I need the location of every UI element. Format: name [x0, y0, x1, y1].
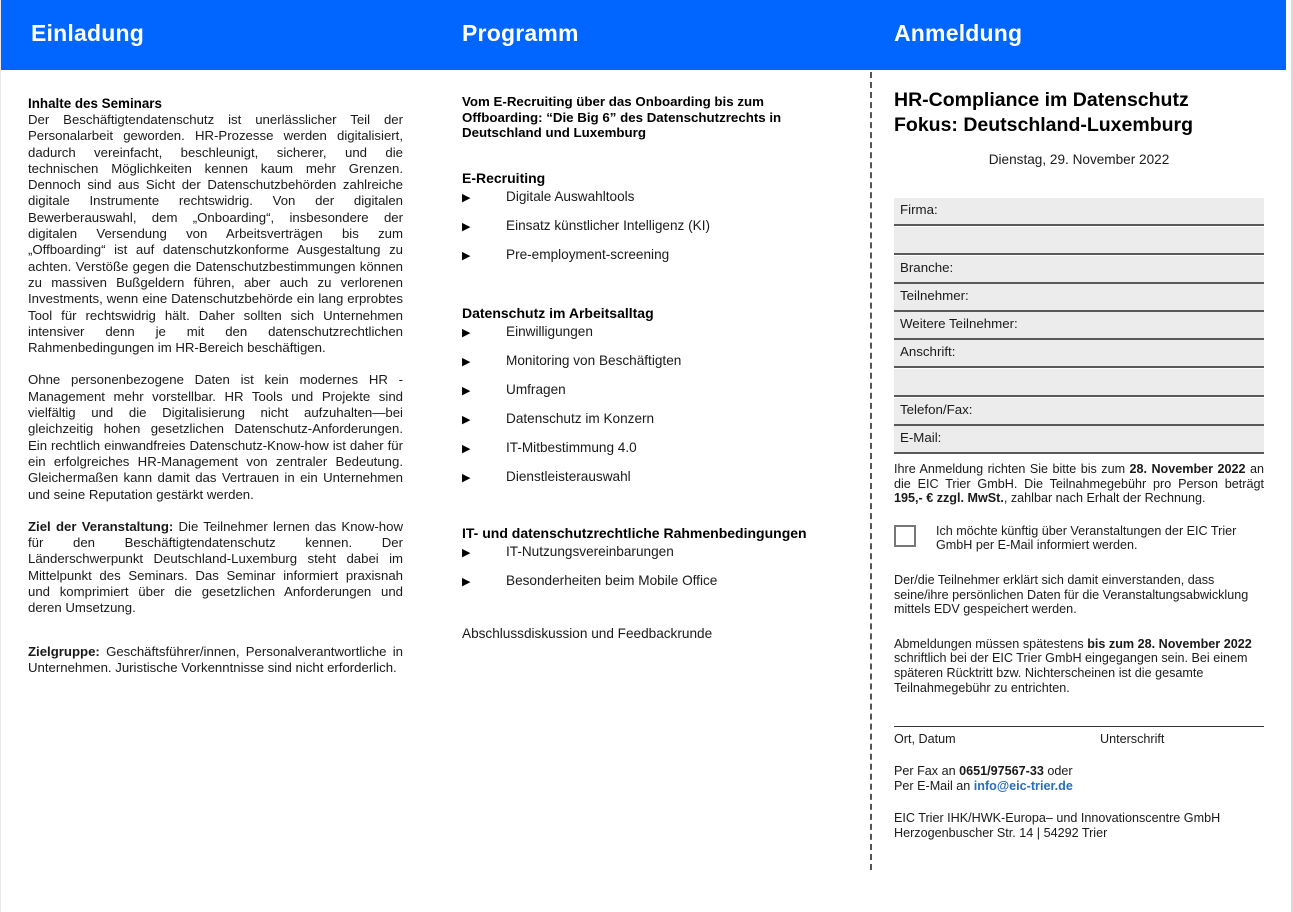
tab-anmeldung[interactable]: Anmeldung: [894, 20, 1023, 46]
list-item-label: Einsatz künstlicher Intelligenz (KI): [506, 217, 710, 233]
triangle-bullet-icon: ▶: [462, 191, 471, 204]
triangle-bullet-icon: ▶: [462, 575, 471, 588]
list-item: [462, 247, 844, 276]
newsletter-consent-row[interactable]: [894, 524, 1264, 553]
list-item: [462, 382, 844, 411]
header-band: [1, 0, 1286, 70]
list-item-label: Monitoring von Beschäftigten: [506, 352, 682, 368]
fax-prefix: Per Fax an: [894, 764, 960, 779]
invitation-audience-label: Zielgruppe:: [28, 643, 100, 659]
list-item-label: Einwilligungen: [506, 323, 593, 339]
field-firma-line2[interactable]: [894, 227, 1264, 255]
invitation-audience-text: Geschäftsführer/innen, Personalverantwortliche in Unternehmen. Juristische Vorkenntnisse sind nicht erforderlich.: [28, 643, 403, 675]
program-section-heading: E-Recruiting: [462, 169, 546, 186]
newsletter-consent-label: Ich möchte künftig über Veranstaltungen der EIC Trier GmbH per E-Mail informiert werden.: [936, 523, 1237, 553]
fee-notice-part1: Ihre Anmeldung richten Sie bitte bis zum: [894, 462, 1130, 476]
fee-notice-part2: an die EIC Trier GmbH. Die Teilnahmegebühr pro Person beträgt: [894, 462, 1264, 491]
invitation-goal-label: Ziel der Veranstaltung:: [28, 518, 174, 534]
spacer: [28, 503, 403, 519]
field-email[interactable]: E-Mail:: [894, 426, 1264, 454]
invitation-section-heading: Inhalte des Seminars: [28, 96, 162, 111]
invitation-paragraph-2: Ohne personenbezogene Daten ist kein modernes HR - Management mehr vorstellbar. HR Tools und Projekte sind vielfältig und die Digitalisierung nicht aufzuhalten—bei gleichzeitig hohen gesetzlichen Datenschutz-Anforderungen. Ein rechtlich einwandfreies Datenschutz-Know-how ist daher für ein erfolgreiches HR-Management von zentraler Bedeutung. Gleichermaßen kann damit das Vertrauen in ein Unternehmen und seine Reputation gestärkt werden.: [28, 372, 403, 502]
tab-programm[interactable]: Programm: [462, 20, 579, 46]
field-branche[interactable]: Branche:: [894, 256, 1264, 284]
triangle-bullet-icon: ▶: [462, 220, 471, 233]
column-registration: [894, 70, 1264, 841]
list-item-label: IT-Nutzungsvereinbarungen: [506, 543, 674, 559]
address-block: [894, 811, 1264, 841]
program-item-list: [462, 324, 844, 498]
invitation-paragraph-1: Der Beschäftigtendatenschutz ist unerlässlicher Teil der Personalarbeit geworden. HR-Prozesse werden digitalisiert, dadurch vereinfacht, beschleunigt, sicherer, und die technischen Möglichkeiten kennen kaum mehr Grenzen. Dennoch sind aus Sicht der Datenschutzbehörden zahlreiche digitale Instrumente rechtswidrig. Von der digitalen Bewerberauswahl, dem „Onboarding“, insbesondere der digitalen Versendung von Arbeitsverträgen bis zum „Offboarding“ ist auf datenschutzkonforme Ausgestaltung zu achten. Verstöße gegen die Datenschutzbestimmungen können zu massiven Bußgeldern führen, aber auch zu verlorenen Investments, wenn eine Datenschutzbehörde ein lang erprobtes Tool für rechtswidrig hält. Daher sollten sich Unternehmen intensiver denn je mit den datenschutzrechtlichen Rahmenbedingungen im HR-Bereich beschäftigen.: [28, 112, 403, 356]
registration-title: [894, 88, 1264, 138]
triangle-bullet-icon: ▶: [462, 442, 471, 455]
fax-number: 0651/97567-33: [959, 764, 1044, 779]
field-firma[interactable]: Firma:: [894, 198, 1264, 226]
program-section-heading: Datenschutz im Arbeitsalltag: [462, 304, 654, 321]
program-section: [462, 305, 844, 498]
list-item: [462, 440, 844, 469]
registration-title-line1: HR-Compliance im Datenschutz: [894, 89, 1189, 111]
invitation-goal-paragraph: [28, 519, 403, 617]
program-item-list: [462, 189, 844, 276]
fee-notice-part3: , zahlbar nach Erhalt der Rechnung.: [1003, 491, 1206, 506]
fax-suffix: oder: [1043, 764, 1073, 779]
newsletter-checkbox[interactable]: [894, 525, 916, 547]
spacer: [28, 356, 403, 372]
column-divider: [870, 72, 872, 870]
fee-notice-deadline: 28. November 2022: [1129, 462, 1246, 476]
column-invitation: [28, 70, 403, 676]
triangle-bullet-icon: ▶: [462, 384, 471, 397]
program-section: [462, 525, 844, 602]
triangle-bullet-icon: ▶: [462, 249, 471, 262]
email-line: [894, 779, 1264, 794]
list-item-label: Datenschutz im Konzern: [506, 410, 655, 426]
cancellation-notice: [894, 637, 1264, 695]
field-weitere-teilnehmer[interactable]: Weitere Teilnehmer:: [894, 312, 1264, 340]
list-item-label: Digitale Auswahltools: [506, 188, 635, 204]
triangle-bullet-icon: ▶: [462, 546, 471, 559]
fax-line: [894, 764, 1264, 779]
list-item: [462, 353, 844, 382]
cancellation-deadline: bis zum 28. November 2022: [1087, 636, 1252, 651]
list-item: [462, 544, 844, 573]
cancellation-part2: schriftlich bei der EIC Trier GmbH eingegangen sein. Bei einem späteren Rücktritt bzw. Nichterscheinen ist die gesamte Teilnahmegebühr zu entrichten.: [894, 651, 1248, 695]
program-item-list: [462, 544, 844, 602]
program-section-heading: IT- und datenschutzrechtliche Rahmenbedingungen: [462, 524, 807, 541]
triangle-bullet-icon: ▶: [462, 326, 471, 339]
list-item: [462, 189, 844, 218]
triangle-bullet-icon: ▶: [462, 355, 471, 368]
tab-einladung[interactable]: Einladung: [31, 20, 144, 46]
email-prefix: Per E-Mail an: [894, 779, 974, 794]
spacer: [28, 617, 403, 644]
field-anschrift-line2[interactable]: [894, 369, 1264, 397]
invitation-audience-paragraph: [28, 644, 403, 677]
list-item: [462, 469, 844, 498]
signature-label: Unterschrift: [1100, 732, 1165, 747]
triangle-bullet-icon: ▶: [462, 413, 471, 426]
registration-fee-notice: [894, 462, 1264, 506]
list-item: [462, 411, 844, 440]
list-item: [462, 218, 844, 247]
cancellation-part1: Abmeldungen müssen spätestens: [894, 636, 1088, 651]
registration-title-line2: Fokus: Deutschland-Luxemburg: [894, 114, 1194, 136]
list-item-label: Besonderheiten beim Mobile Office: [506, 572, 718, 588]
list-item: [462, 573, 844, 602]
column-program: [462, 70, 844, 641]
list-item-label: Umfragen: [506, 381, 566, 397]
program-section: [462, 170, 844, 276]
privacy-notice: Der/die Teilnehmer erklärt sich damit einverstanden, dass seine/ihre persönlichen Daten für die Veranstaltungsabwicklung mittels EDV gespeichert werden.: [894, 572, 1249, 617]
signature-place-date-label: Ort, Datum: [894, 732, 956, 747]
fee-notice-price: 195,- € zzgl. MwSt.: [894, 491, 1004, 506]
list-item-label: IT-Mitbestimmung 4.0: [506, 439, 637, 455]
program-closing-line: Abschlussdiskussion und Feedbackrunde: [462, 625, 713, 641]
program-title: Vom E-Recruiting über das Onboarding bis zum Offboarding: “Die Big 6” des Datenschutzrechts in Deutschland und Luxemburg: [462, 94, 782, 141]
street-city: Herzogenbuscher Str. 14 | 54292 Trier: [894, 826, 1108, 841]
list-item-label: Dienstleisterauswahl: [506, 468, 631, 484]
list-item-label: Pre-employment-screening: [506, 246, 670, 262]
invitation-goal-text: Die Teilnehmer lernen das Know-how für den Beschäftigtendatenschutz kennen. Der Länderschwerpunkt Deutschland-Luxemburg steht dabei im Mittelpunkt des Seminars. Das Seminar informiert praxisnah und komprimiert über die gesetzlichen Anforderungen und deren Umsetzung.: [28, 518, 403, 616]
company-name: EIC Trier IHK/HWK-Europa– und Innovationscentre GmbH: [894, 811, 1221, 826]
email-link[interactable]: info@eic-trier.de: [973, 779, 1073, 794]
list-item: [462, 324, 844, 353]
triangle-bullet-icon: ▶: [462, 471, 471, 484]
registration-form: [894, 198, 1264, 454]
registration-date: Dienstag, 29. November 2022: [988, 152, 1170, 167]
field-anschrift[interactable]: Anschrift:: [894, 340, 1264, 368]
signature-line[interactable]: [894, 726, 1264, 746]
contact-block: [894, 764, 1264, 794]
field-telefon-fax[interactable]: Telefon/Fax:: [894, 398, 1264, 426]
field-teilnehmer[interactable]: Teilnehmer:: [894, 284, 1264, 312]
